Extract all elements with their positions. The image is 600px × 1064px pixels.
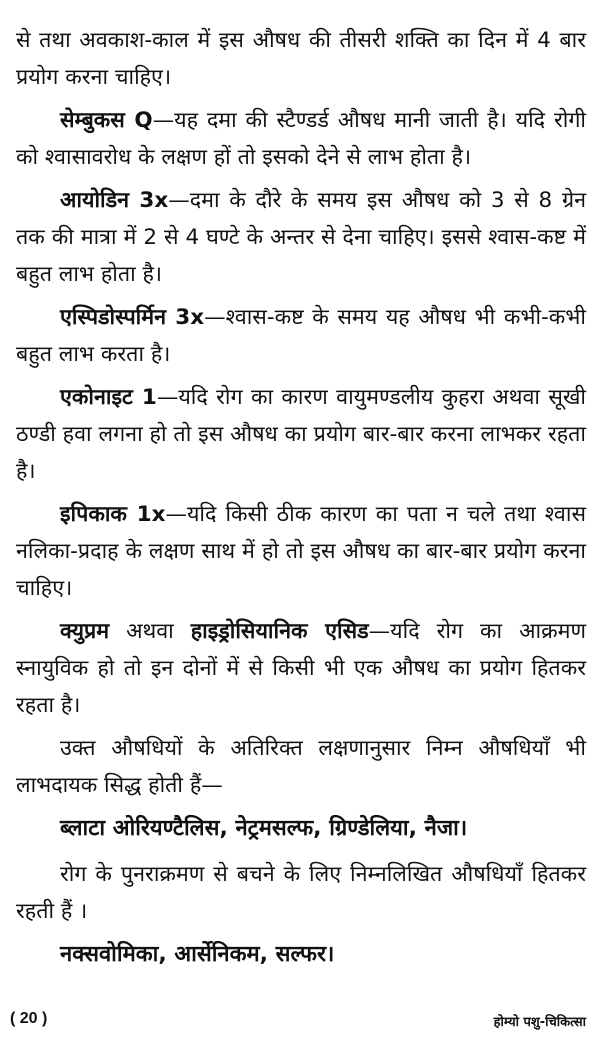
remedy-description: —यदि किसी ठीक कारण का पता न चले तथा श्वास नलिका-प्रदाह के लक्षण साथ में हो तो इस औषध का बार-बार प्रयोग करना चाहिए। xyxy=(16,502,586,601)
paragraph-text: उक्त औषधियों के अतिरिक्त लक्षणानुसार निम्न औषधियाँ भी लाभदायक सिद्ध होती हैं— xyxy=(16,736,586,798)
continuation-paragraph xyxy=(16,22,586,96)
remedy-description: —यदि रोग का कारण वायुमण्डलीय कुहरा अथवा सूखी ठण्डी हवा लगना हो तो इस औषध का प्रयोग बार-बार करना लाभकर रहता है। xyxy=(16,385,587,484)
page-footer xyxy=(10,1010,586,1040)
remedy-paragraph-aconite xyxy=(16,379,586,490)
connector-text: अथवा xyxy=(109,619,191,644)
additional-remedies-intro xyxy=(16,730,586,804)
remedy-description: —दमा के दौरे के समय इस औषध को 3 से 8 ग्रेन तक की मात्रा में 2 से 4 घण्टे के अन्तर से देना चाहिए। इससे श्वास-कष्ट में बहुत लाभ होता है। xyxy=(16,188,587,287)
remedy-paragraph-aspidospermin xyxy=(16,299,586,373)
relapse-remedies-list: नक्सवोमिका, आर्सेनिकम, सल्फर। xyxy=(60,942,335,967)
remedy-paragraph-ipecac xyxy=(16,496,586,607)
remedy-name-secondary: हाइड्रोसियानिक एसिड xyxy=(190,619,369,644)
remedy-description: —श्वास-कष्ट के समय यह औषध भी कभी-कभी बहुत लाभ करता है। xyxy=(16,305,586,367)
remedy-name: आयोडिन 3x xyxy=(60,188,169,213)
page-number: ( 20 ) xyxy=(10,1010,48,1027)
additional-remedies-list: ब्लाटा ओरियण्टैलिस, नेट्रमसल्फ, ग्रिण्डेलिया, नैजा। xyxy=(60,816,468,841)
relapse-prevention-paragraph: रोग के पुनराक्रमण से बचने के लिए निम्नलिखित औषधियाँ हितकर रहती हैं । xyxy=(16,862,586,924)
remedy-paragraph-iodine xyxy=(16,182,586,293)
remedy-name: एकोनाइट 1 xyxy=(60,385,157,410)
remedy-paragraph-cuprum xyxy=(16,613,586,724)
remedy-name: क्युप्रम xyxy=(60,619,110,644)
running-book-title: होम्यो पशु-चिकित्सा xyxy=(493,1015,586,1030)
remedy-name: इपिकाक 1x xyxy=(60,502,166,527)
remedy-paragraph-sambucus xyxy=(16,102,586,176)
remedy-description: —यह दमा की स्टैण्डर्ड औषध मानी जाती है। यदि रोगी को श्वासावरोध के लक्षण हों तो इसको देने से लाभ होता है। xyxy=(16,108,586,170)
remedy-name: सेम्बुकस Q xyxy=(60,108,153,133)
remedy-description: —यदि रोग का आक्रमण स्नायुविक हो तो इन दोनों में से किसी भी एक औषध का प्रयोग हितकर रहता है। xyxy=(16,619,587,718)
paragraph-text: से तथा अवकाश-काल में इस औषध की तीसरी शक्ति का दिन में 4 बार प्रयोग करना चाहिए। xyxy=(16,28,586,90)
remedy-name: एस्पिडोस्पर्मिन 3x xyxy=(60,305,205,330)
